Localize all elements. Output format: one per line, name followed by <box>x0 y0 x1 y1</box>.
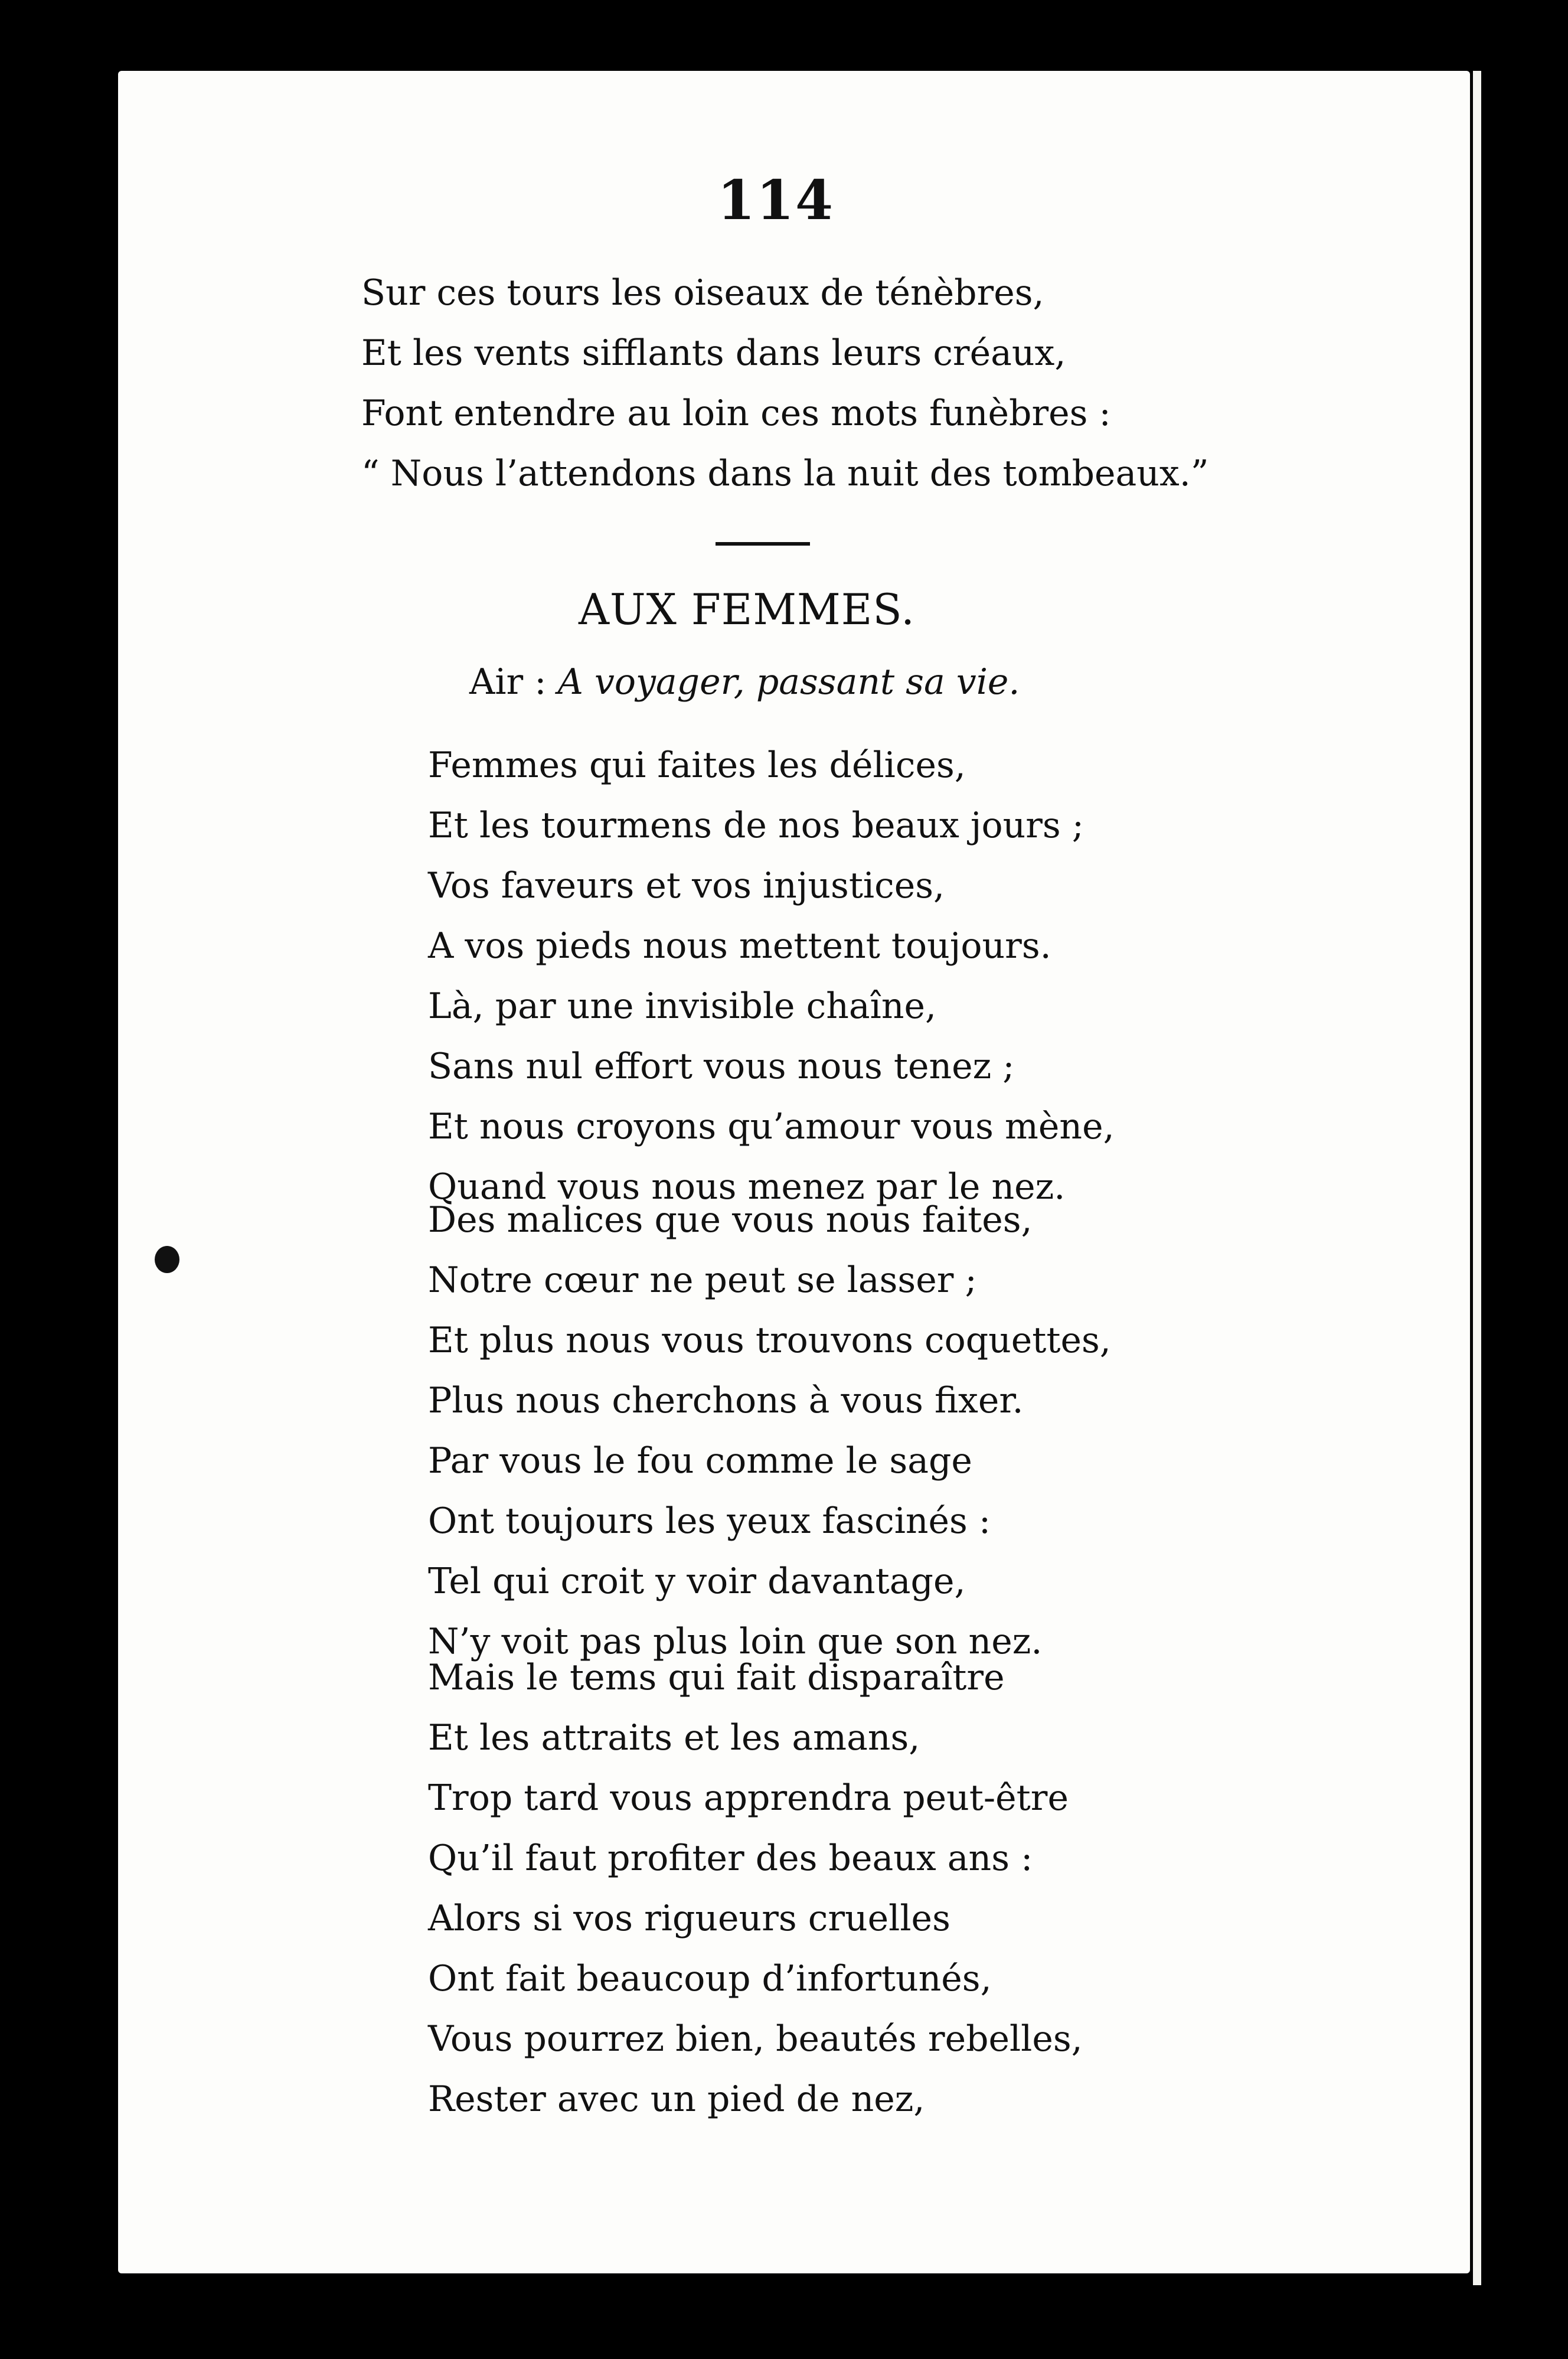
verse-line: Ont fait beaucoup d’infortunés, <box>428 1958 992 1999</box>
page-number: 114 <box>717 168 835 232</box>
verse-line: Là, par une invisible chaîne, <box>428 986 937 1027</box>
verse-line: Vous pourrez bien, beautés rebelles, <box>428 2018 1083 2060</box>
verse-line: Alors si vos rigueurs cruelles <box>428 1898 950 1939</box>
verse-line: Quand vous nous menez par le nez. <box>428 1166 1066 1208</box>
verse-line: Par vous le fou comme le sage <box>428 1440 972 1482</box>
verse-line: N’y voit pas plus loin que son nez. <box>428 1621 1043 1662</box>
air-tune: A voyager, passant sa vie. <box>557 661 1020 703</box>
verse-line: Et les tourmens de nos beaux jours ; <box>428 805 1084 846</box>
verse-line: Rester avec un pied de nez, <box>428 2079 925 2120</box>
verse-line: Vos faveurs et vos injustices, <box>428 865 945 906</box>
verse-line: Tel qui croit y voir davantage, <box>428 1561 966 1602</box>
page-edge <box>1473 71 1481 2285</box>
song-title: AUX FEMMES. <box>579 585 915 634</box>
verse-line: Des malices que vous nous faites, <box>428 1199 1033 1241</box>
verse-line: Femmes qui faites les délices, <box>428 745 966 786</box>
verse-line: Qu’il faut profiter des beaux ans : <box>428 1838 1033 1879</box>
verse-line: Sans nul effort vous nous tenez ; <box>428 1046 1015 1087</box>
verse-line: Et nous croyons qu’amour vous mène, <box>428 1106 1115 1147</box>
verse-line: Notre cœur ne peut se lasser ; <box>428 1260 977 1301</box>
verse-line: “ Nous l’attendons dans la nuit des tombeaux.” <box>361 453 1209 494</box>
stanza-3 <box>428 1647 1083 2129</box>
verse-line: Sur ces tours les oiseaux de ténèbres, <box>361 272 1044 314</box>
verse-line: Ont toujours les yeux fascinés : <box>428 1500 991 1542</box>
stanza-1 <box>428 735 1115 1217</box>
section-divider <box>716 542 810 546</box>
verse-line: Plus nous cherchons à vous fixer. <box>428 1380 1024 1421</box>
verse-line: Et les vents sifflants dans leurs créaux, <box>361 332 1066 374</box>
stanza-2 <box>428 1190 1111 1672</box>
air-label: Air : <box>469 661 547 703</box>
verse-line: A vos pieds nous mettent toujours. <box>428 925 1051 967</box>
ink-blot <box>155 1246 179 1273</box>
air-indication <box>469 661 1020 703</box>
verse-line: Mais le tems qui fait disparaître <box>428 1657 1005 1698</box>
verse-line: Font entendre au loin ces mots funèbres : <box>361 393 1111 434</box>
verse-line: Et les attraits et les amans, <box>428 1717 920 1758</box>
verse-line: Trop tard vous apprendra peut-être <box>428 1777 1069 1819</box>
opening-stanza <box>361 263 1209 504</box>
verse-line: Et plus nous vous trouvons coquettes, <box>428 1320 1111 1361</box>
